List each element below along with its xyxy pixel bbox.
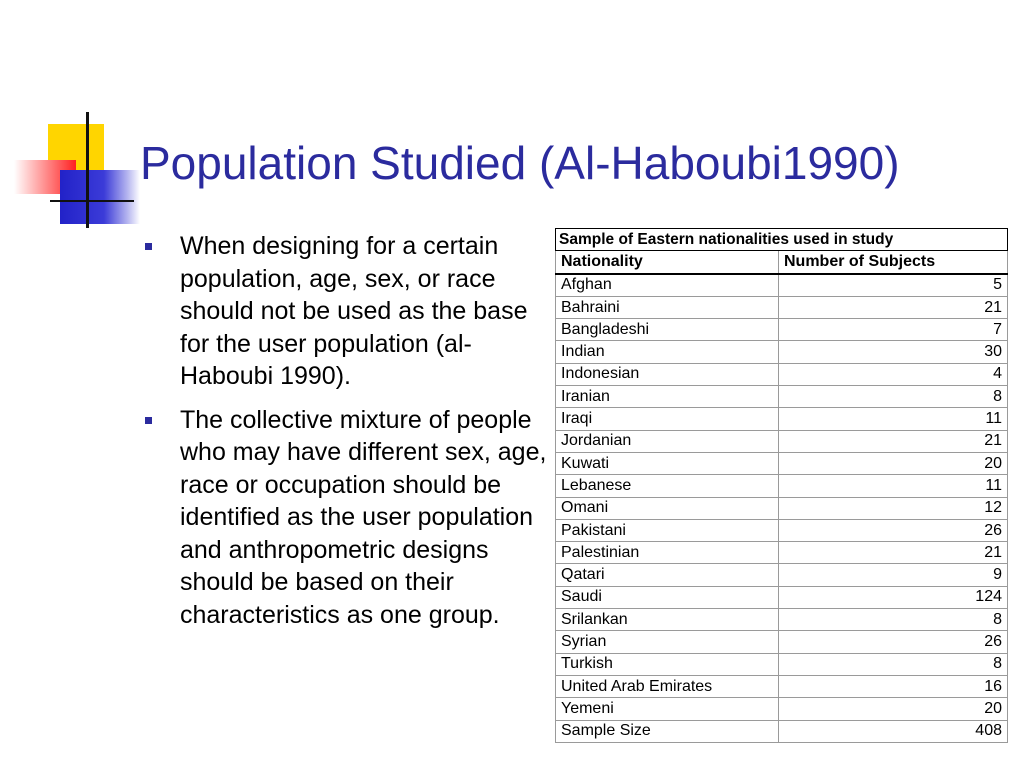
- nationality-cell: Omani: [556, 497, 779, 519]
- sample-size-label: Sample Size: [556, 720, 779, 742]
- nationality-cell: Saudi: [556, 586, 779, 608]
- subjects-cell: 21: [779, 430, 1008, 452]
- nationality-cell: Bahraini: [556, 296, 779, 318]
- horizontal-line: [50, 200, 134, 202]
- subjects-cell: 9: [779, 564, 1008, 586]
- nationality-cell: Syrian: [556, 631, 779, 653]
- subjects-cell: 20: [779, 698, 1008, 720]
- bullet-item: [142, 230, 547, 393]
- subjects-cell: 7: [779, 319, 1008, 341]
- nationality-cell: Palestinian: [556, 542, 779, 564]
- table-row: [556, 653, 1008, 675]
- subjects-cell: 5: [779, 274, 1008, 297]
- subjects-cell: 16: [779, 675, 1008, 697]
- nationality-cell: Iranian: [556, 386, 779, 408]
- table-row: [556, 675, 1008, 697]
- bullet-square-icon: [145, 243, 152, 250]
- table-row: [556, 475, 1008, 497]
- nationalities-table: [555, 228, 1008, 743]
- nationality-cell: Bangladeshi: [556, 319, 779, 341]
- subjects-cell: 124: [779, 586, 1008, 608]
- table-row: [556, 363, 1008, 385]
- nationality-cell: Iraqi: [556, 408, 779, 430]
- table-row-total: [556, 720, 1008, 742]
- nationality-cell: Indonesian: [556, 363, 779, 385]
- table-row: [556, 497, 1008, 519]
- table-row: [556, 609, 1008, 631]
- table-row: [556, 296, 1008, 318]
- subjects-cell: 30: [779, 341, 1008, 363]
- bullet-list: [142, 230, 547, 642]
- table-row: [556, 386, 1008, 408]
- table-row: [556, 341, 1008, 363]
- table-caption: Sample of Eastern nationalities used in study: [556, 229, 1008, 251]
- subjects-cell: 26: [779, 519, 1008, 541]
- nationality-cell: United Arab Emirates: [556, 675, 779, 697]
- nationality-cell: Jordanian: [556, 430, 779, 452]
- slide-title: Population Studied (Al-Haboubi1990): [140, 137, 900, 189]
- table-row: [556, 519, 1008, 541]
- bullet-square-icon: [145, 417, 152, 424]
- table-row: [556, 542, 1008, 564]
- bullet-item: [142, 404, 547, 632]
- table-row: [556, 452, 1008, 474]
- table-row: [556, 586, 1008, 608]
- decorative-logo: [0, 0, 150, 240]
- nationality-cell: Srilankan: [556, 609, 779, 631]
- nationality-cell: Turkish: [556, 653, 779, 675]
- nationality-cell: Indian: [556, 341, 779, 363]
- subjects-cell: 26: [779, 631, 1008, 653]
- nationality-cell: Lebanese: [556, 475, 779, 497]
- table-row: [556, 430, 1008, 452]
- table-row: [556, 408, 1008, 430]
- sample-size-value: 408: [779, 720, 1008, 742]
- nationality-cell: Pakistani: [556, 519, 779, 541]
- subjects-cell: 20: [779, 452, 1008, 474]
- subjects-cell: 11: [779, 408, 1008, 430]
- nationality-cell: Kuwati: [556, 452, 779, 474]
- subjects-cell: 8: [779, 609, 1008, 631]
- subjects-cell: 11: [779, 475, 1008, 497]
- column-header-nationality: Nationality: [556, 251, 779, 274]
- subjects-cell: 21: [779, 296, 1008, 318]
- subjects-cell: 4: [779, 363, 1008, 385]
- blue-square: [60, 170, 140, 224]
- nationality-cell: Qatari: [556, 564, 779, 586]
- subjects-cell: 12: [779, 497, 1008, 519]
- table-row: [556, 319, 1008, 341]
- nationality-cell: Yemeni: [556, 698, 779, 720]
- table-row: [556, 631, 1008, 653]
- subjects-cell: 8: [779, 386, 1008, 408]
- bullet-text: The collective mixture of people who may have different sex, age, race or occupation should be identified as the user population and anthropometric designs should be based on their characteristics as one group.: [180, 405, 547, 629]
- table-row: [556, 698, 1008, 720]
- table-row: [556, 564, 1008, 586]
- vertical-line: [86, 112, 89, 228]
- subjects-cell: 21: [779, 542, 1008, 564]
- subjects-cell: 8: [779, 653, 1008, 675]
- bullet-text: When designing for a certain population, age, sex, or race should not be used as the base for the user population (al-Haboubi 1990).: [180, 232, 528, 390]
- table-row: [556, 274, 1008, 297]
- nationality-cell: Afghan: [556, 274, 779, 297]
- column-header-subjects: Number of Subjects: [779, 251, 1008, 274]
